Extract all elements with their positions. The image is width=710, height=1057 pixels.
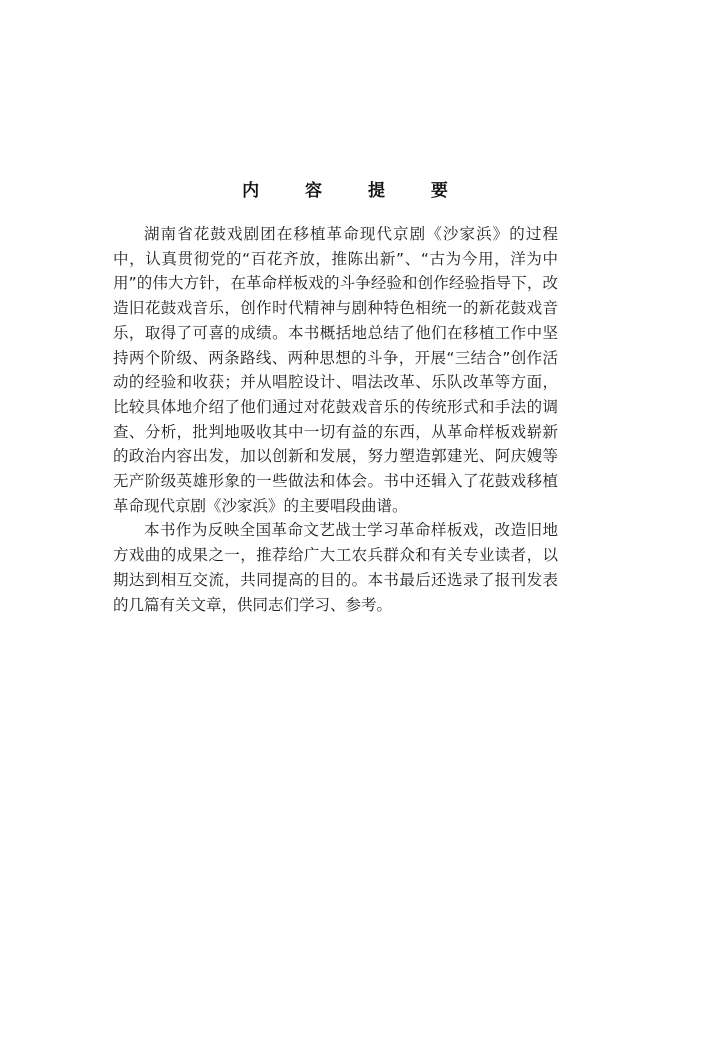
summary-heading: 内 容 提 要 xyxy=(242,181,468,201)
summary-body xyxy=(113,222,558,617)
summary-paragraph-2: 本书作为反映全国革命文艺战士学习革命样板戏，改造旧地方戏曲的成果之一，推荐给广大工农兵群众和有关专业读者，以期达到相互交流，共同提高的目的。本书最后还选录了报刊发表的几篇有关文章，供同志们学习、参考。 xyxy=(113,521,558,614)
summary-paragraph-1: 湖南省花鼓戏剧团在移植革命现代京剧《沙家浜》的过程中，认真贯彻党的“百花齐放，推陈出新”、“古为今用，洋为中用”的伟大方针，在革命样板戏的斗争经验和创作经验指导下，改造旧花鼓戏音乐，创作时代精神与剧种特色相统一的新花鼓戏音乐，取得了可喜的成绩。本书概括地总结了他们在移植工作中坚持两个阶级、两条路线、两种思想的斗争，开展“三结合”创作活动的经验和收获；并从唱腔设计、唱法改革、乐队改革等方面，比较具体地介绍了他们通过对花鼓戏音乐的传统形式和手法的调查、分析，批判地吸收其中一切有益的东西，从革命样板戏崭新的政治内容出发，加以创新和发展，努力塑造郭建光、阿庆嫂等无产阶级英雄形象的一些做法和体会。书中还辑入了花鼓戏移植革命现代京剧《沙家浜》的主要唱段曲谱。 xyxy=(113,225,558,515)
